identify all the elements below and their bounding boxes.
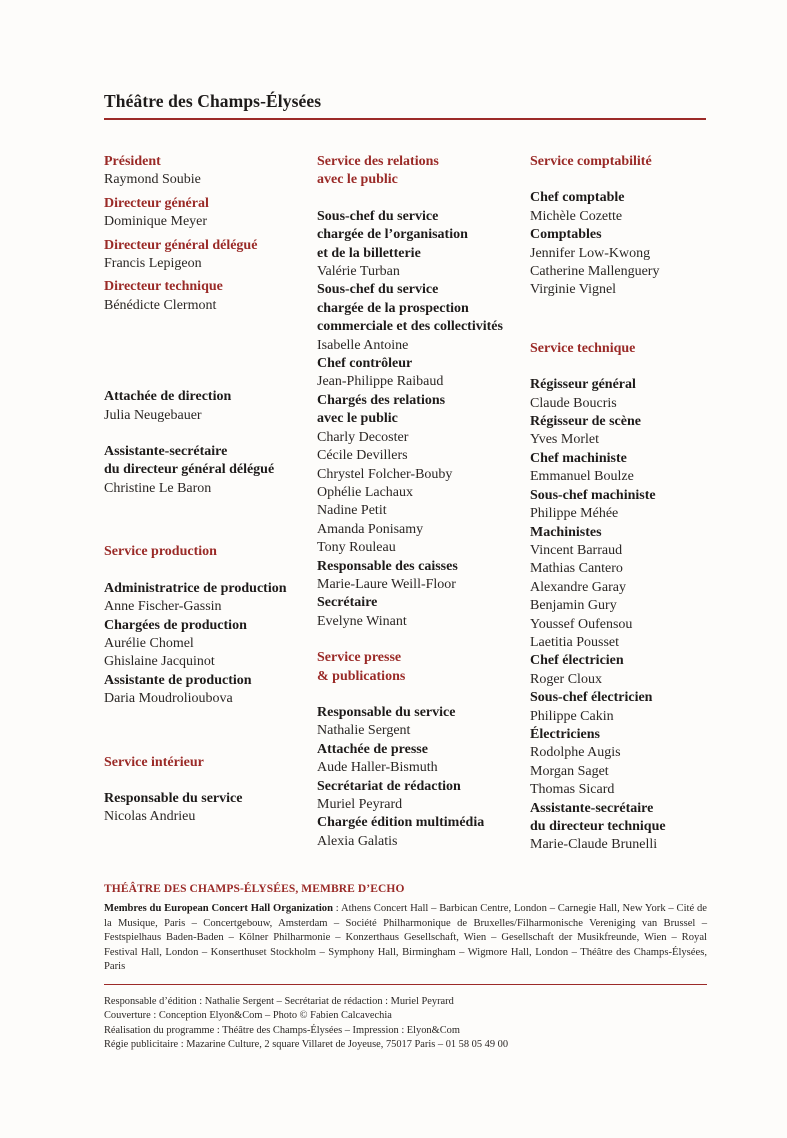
person-name: Anne Fischer-Gassin bbox=[104, 599, 222, 615]
role-label: Assistante-secrétaire bbox=[530, 800, 654, 816]
role-label: Chargés des relations bbox=[317, 392, 446, 408]
section-heading: Président bbox=[104, 154, 161, 169]
person-name: Alexandre Garay bbox=[530, 579, 627, 595]
staff-column-3 bbox=[530, 153, 720, 855]
person-name: Charly Decoster bbox=[317, 429, 409, 445]
role-label: Attachée de presse bbox=[317, 741, 428, 757]
role-label: Responsable du service bbox=[104, 790, 243, 806]
echo-members-label: Membres du European Concert Hall Organization bbox=[104, 903, 333, 914]
staff-column-1 bbox=[104, 153, 299, 827]
role-label: Responsable du service bbox=[317, 704, 456, 720]
role-label: Administratrice de production bbox=[104, 580, 287, 596]
section-heading: & publications bbox=[317, 668, 406, 684]
person-name: Aurélie Chomel bbox=[104, 635, 194, 651]
person-name: Thomas Sicard bbox=[530, 782, 615, 798]
section-heading: Service technique bbox=[530, 340, 636, 356]
person-name: Michèle Cozette bbox=[530, 208, 623, 224]
person-name: Tony Rouleau bbox=[317, 540, 396, 556]
role-label: Chef comptable bbox=[530, 190, 625, 206]
role-label: du directeur général délégué bbox=[104, 462, 275, 478]
person-name: Benjamin Gury bbox=[530, 598, 617, 614]
spacer bbox=[104, 315, 299, 388]
section-heading: avec le public bbox=[317, 172, 398, 188]
section-heading: Service production bbox=[104, 544, 217, 560]
role-label: du directeur technique bbox=[530, 819, 666, 834]
role-label: Machinistes bbox=[530, 524, 602, 540]
person-name: Valérie Turban bbox=[317, 264, 400, 280]
spacer bbox=[104, 425, 299, 443]
person-name: Marie-Claude Brunelli bbox=[530, 837, 658, 853]
role-label: Régisseur de scène bbox=[530, 414, 641, 430]
person-name: Aude Haller-Bismuth bbox=[317, 760, 438, 776]
page-title: Théâtre des Champs-Élysées bbox=[104, 91, 322, 111]
spacer bbox=[104, 498, 299, 543]
role-label: chargée de l’organisation bbox=[317, 227, 468, 243]
person-name: Mathias Cantero bbox=[530, 561, 623, 577]
credits bbox=[104, 995, 508, 1053]
role-label: avec le public bbox=[317, 411, 398, 427]
person-name: Catherine Mallenguery bbox=[530, 264, 660, 280]
person-name: Dominique Meyer bbox=[104, 214, 208, 230]
spacer bbox=[317, 686, 517, 704]
section-heading: Service presse bbox=[317, 650, 402, 666]
person-name: Jennifer Low-Kwong bbox=[530, 245, 651, 261]
role-label: chargée de la prospection bbox=[317, 300, 469, 316]
section-heading: Directeur technique bbox=[104, 279, 223, 295]
person-name: Jean-Philippe Raibaud bbox=[317, 374, 444, 390]
echo-heading: THÉÂTRE DES CHAMPS-ÉLYSÉES, MEMBRE D’ECHO bbox=[104, 883, 405, 895]
role-label: Assistante-secrétaire bbox=[104, 444, 228, 460]
role-label: Régisseur général bbox=[530, 377, 636, 393]
person-name: Nicolas Andrieu bbox=[104, 809, 196, 825]
spacer bbox=[317, 190, 517, 208]
role-label: Responsable des caisses bbox=[317, 558, 458, 574]
person-name: Bénédicte Clermont bbox=[104, 297, 217, 313]
person-name: Ghislaine Jacquinot bbox=[104, 654, 215, 670]
person-name: Virginie Vignel bbox=[530, 282, 617, 298]
credit-line: Responsable d’édition : Nathalie Sergent – Secrétariat de rédaction : Muriel Peyrard bbox=[104, 996, 454, 1007]
role-label: Assistante de production bbox=[104, 672, 252, 688]
role-label: commerciale et des collectivités bbox=[317, 319, 503, 335]
person-name: Chrystel Folcher-Bouby bbox=[317, 466, 453, 482]
person-name: Christine Le Baron bbox=[104, 480, 212, 496]
person-name: Alexia Galatis bbox=[317, 833, 398, 849]
credit-line: Couverture : Conception Elyon&Com – Photo © Fabien Calcavechia bbox=[104, 1010, 392, 1022]
spacer bbox=[317, 631, 517, 649]
role-label: Sous-chef machiniste bbox=[530, 487, 656, 503]
person-name: Laetitia Pousset bbox=[530, 634, 620, 650]
role-label: Sous-chef du service bbox=[317, 282, 439, 298]
role-label: et de la billetterie bbox=[317, 245, 421, 261]
echo-members bbox=[104, 902, 707, 975]
person-name: Vincent Barraud bbox=[530, 542, 623, 558]
person-name: Youssef Oufensou bbox=[530, 616, 633, 632]
person-name: Isabelle Antoine bbox=[317, 337, 409, 353]
person-name: Emmanuel Boulze bbox=[530, 469, 634, 485]
person-name: Nadine Petit bbox=[317, 503, 387, 519]
spacer bbox=[104, 562, 299, 580]
spacer bbox=[104, 709, 299, 754]
person-name: Cécile Devillers bbox=[317, 448, 408, 464]
person-name: Amanda Ponisamy bbox=[317, 521, 424, 537]
person-name: Yves Morlet bbox=[530, 432, 599, 448]
role-label: Chargée édition multimédia bbox=[317, 815, 485, 831]
person-name: Philippe Cakin bbox=[530, 708, 614, 724]
role-label: Chef électricien bbox=[530, 653, 624, 669]
person-name: Marie-Laure Weill-Floor bbox=[317, 576, 456, 592]
staff-column-2 bbox=[317, 153, 517, 851]
section-heading: Directeur général délégué bbox=[104, 237, 258, 253]
echo-members-text: : Athens Concert Hall – Barbican Centre, London – Carnegie Hall, New York – Cité de la Musique, Paris – Concertgebouw, Amsterdam – Société Philharmonique de Bruxelles/Filharmonische Vereniging van Brussel – Festspielhaus Baden-Baden – Kölner Philharmonie – Konzerthaus Gesellschaft, Wien – Gesellschaft der Musikfreunde, Wien – Royal Festival Hall, London – Konserthuset Stockholm – Symphony Hall, Birmingham – Wigmore Hall, London – Théâtre des Champs-Élysées, Paris bbox=[104, 903, 707, 973]
role-label: Chef contrôleur bbox=[317, 356, 413, 372]
person-name: Nathalie Sergent bbox=[317, 723, 411, 739]
person-name: Claude Boucris bbox=[530, 395, 617, 411]
footer-rule bbox=[104, 984, 707, 985]
spacer bbox=[530, 171, 720, 189]
person-name: Philippe Méhée bbox=[530, 506, 619, 522]
role-label: Attachée de direction bbox=[104, 389, 232, 405]
credit-line: Régie publicitaire : Mazarine Culture, 2 square Villaret de Joyeuse, 75017 Paris – 01 58 05 49 00 bbox=[104, 1039, 509, 1051]
credit-line: Réalisation du programme : Théâtre des Champs-Élysées – Impression : Elyon&Com bbox=[104, 1024, 460, 1036]
section-heading: Service intérieur bbox=[104, 754, 204, 770]
role-label: Chef machiniste bbox=[530, 450, 627, 466]
spacer bbox=[530, 300, 720, 340]
section-heading: Service des relations bbox=[317, 154, 439, 169]
section-heading: Directeur général bbox=[104, 195, 209, 211]
person-name: Raymond Soubie bbox=[104, 172, 201, 188]
role-label: Secrétariat de rédaction bbox=[317, 778, 461, 794]
person-name: Muriel Peyrard bbox=[317, 797, 403, 812]
person-name: Francis Lepigeon bbox=[104, 256, 202, 272]
role-label: Sous-chef du service bbox=[317, 208, 439, 224]
role-label: Comptables bbox=[530, 227, 602, 243]
person-name: Ophélie Lachaux bbox=[317, 484, 414, 500]
spacer bbox=[104, 772, 299, 790]
role-label: Électriciens bbox=[530, 726, 600, 742]
section-heading: Service comptabilité bbox=[530, 154, 652, 169]
role-label: Sous-chef électricien bbox=[530, 690, 653, 706]
person-name: Daria Moudrolioubova bbox=[104, 691, 233, 707]
role-label: Chargées de production bbox=[104, 617, 247, 633]
role-label: Secrétaire bbox=[317, 595, 378, 611]
title-rule bbox=[104, 118, 706, 120]
person-name: Roger Cloux bbox=[530, 671, 602, 687]
person-name: Julia Neugebauer bbox=[104, 407, 202, 423]
person-name: Rodolphe Augis bbox=[530, 745, 621, 761]
spacer bbox=[530, 358, 720, 376]
person-name: Evelyne Winant bbox=[317, 613, 407, 629]
person-name: Morgan Saget bbox=[530, 763, 609, 779]
